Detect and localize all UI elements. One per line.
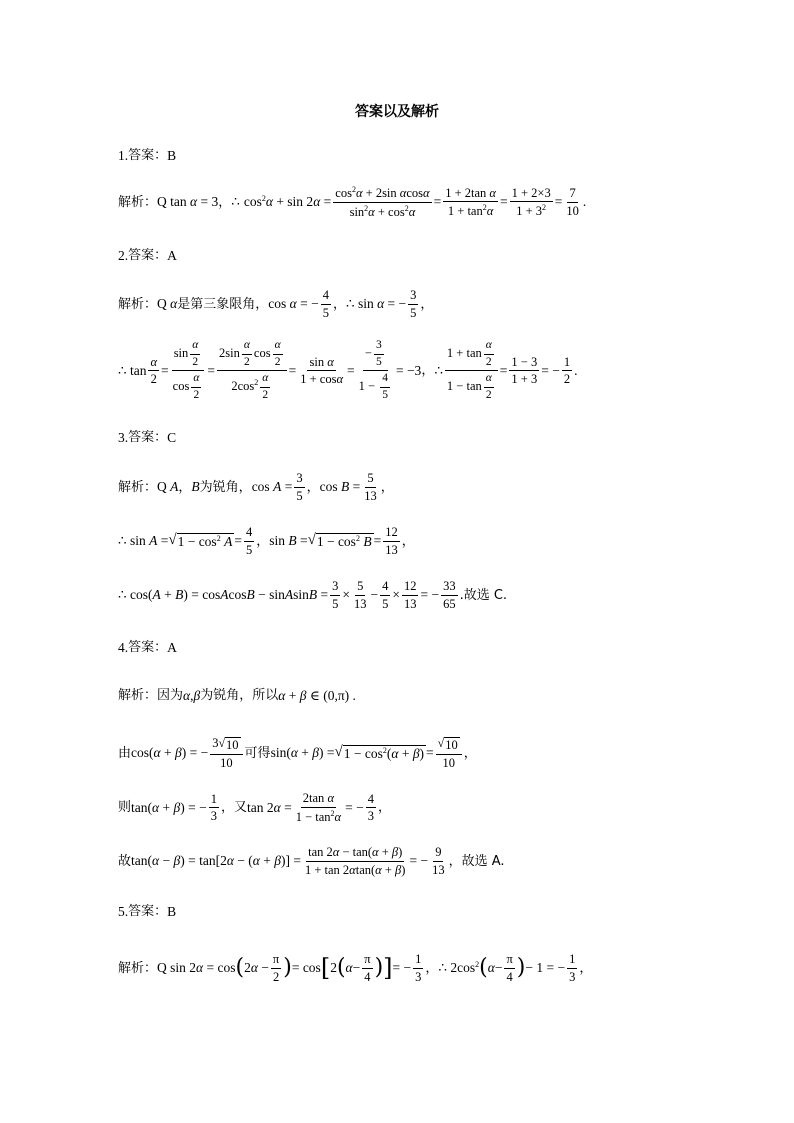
q2-number: 2. (118, 248, 129, 263)
analysis-label: 解析： (118, 194, 158, 210)
q2-analysis-line1: 解析： Q α 是第三象限角 ， cos α = − $\frac{4}{5}$ ， ∴ sin α = − $\frac{3}{5}$ ， (118, 288, 434, 320)
q3-letter: C (167, 430, 177, 445)
q4-analysis-line1: 解析： 因为 α , β 为锐角，所以 α + β ∈ (0,π) . (118, 688, 356, 704)
q5-letter: B (167, 904, 177, 919)
q5-analysis: 解析： Q sin 2α = cos ( 2α − $\frac{\pi}{2}$ ) = cos [ 2 ( α − $\frac{\pi}{4}$ ) ] = − $\frac{1}{3}$ ， ∴ $2\cos^2$ ( α − $\frac{\pi}{4}$ ) − 1 = − $\frac{1}{3}$ ， (118, 952, 593, 984)
q4-analysis-line3: 则 tan(α + β) = − $\frac{1}{3}$ ， 又 tan 2α = $\frac{\text{2tan α}}{1 - \tan^2\alpha}$ = − $\frac{4}{3}$ ， (118, 791, 391, 824)
q2-answer: 2. 答案： A (118, 248, 177, 264)
q4-analysis-line2: 由 cos(α + β) = − 3 √ 10 10 可得 sin(α + β) = √ $1 - \cos^2(\alpha + \beta)$ = √ 10 10 ， (118, 736, 477, 770)
q2-analysis-line2: ∴ tan $\frac{\alpha}{2}$ = sin $\frac{\alpha}{2}$ cos $\frac{\alpha}{2}$ = 2sin $\frac{\alpha}{2}$ cos $\frac{\alpha}{2}$ $2\cos^2$ $\frac{\alpha}{2}$ = $\frac{\text{sin α}}{1 + \cos\alpha}$ = − $\frac{3}{5}$ 1 − $\frac{4}{5}$ = −3 ， ∴ 1 + tan $\frac{\alpha}{2}$ 1 − tan $\frac{\alpha}{2}$ = $\frac{1 - 3}{1 + 3}$ = − $\frac{1}{2}$ . (118, 339, 578, 401)
q1-number: 1. (118, 148, 129, 163)
q1-answer (118, 149, 176, 163)
q4-letter: A (167, 640, 177, 655)
q5-answer: 5. 答案： B (118, 904, 177, 920)
q3-analysis-line2: ∴ sin A = √ $1 - \cos^2 A$ = $\frac{4}{5}$ ， sin B = √ $1 - \cos^2 B$ = $\frac{12}{13}$ ， (118, 525, 415, 557)
q4-answer: 4. 答案： A (118, 640, 177, 656)
q4-analysis-line4: 故 tan(α − β) = tan[2α − (α + β)] = $\frac{\tan 2\alpha - \tan(\alpha + \beta)}{1 + \tan 2\alpha\tan(\alpha + \beta)}$ = − $\frac{9}{13}$ ，故选 A. (118, 845, 505, 877)
q4-number: 4. (118, 640, 129, 655)
q3-analysis-line1: 解析： Q A ， B 为锐角 ， cos A = $\frac{3}{5}$ ， cos B = $\frac{5}{13}$ ， (118, 471, 394, 503)
q2-letter: A (167, 248, 177, 263)
q3-number: 3. (118, 430, 129, 445)
answer-label: 答案： (128, 148, 168, 164)
q3-analysis-line3: ∴ cos(A + B) = cosAcosB − sinAsinB = $\frac{3}{5}$ × $\frac{5}{13}$ − $\frac{4}{5}$ × $\frac{12}{13}$ = − $\frac{33}{65}$ .故选 C. (118, 579, 508, 611)
q1-analysis: 解析： Q tan α = 3 ， ∴ $\cos^2\alpha + \sin 2\alpha$ = $\frac{\cos^2\alpha + 2\sin \alpha\cos\alpha}{\sin^2\alpha + \cos^2\alpha}$ = $\frac{\text{1 + 2tan α}}{1 + \tan^2\alpha}$ = $\frac{1 + 2\times 3}{1 + 3^2}$ = $\frac{7}{10}$ . (118, 185, 587, 219)
q5-number: 5. (118, 904, 129, 919)
q3-answer: 3. 答案： C (118, 430, 177, 446)
q1-letter: B (167, 148, 177, 163)
page-title: 答案以及解析 (355, 104, 439, 120)
